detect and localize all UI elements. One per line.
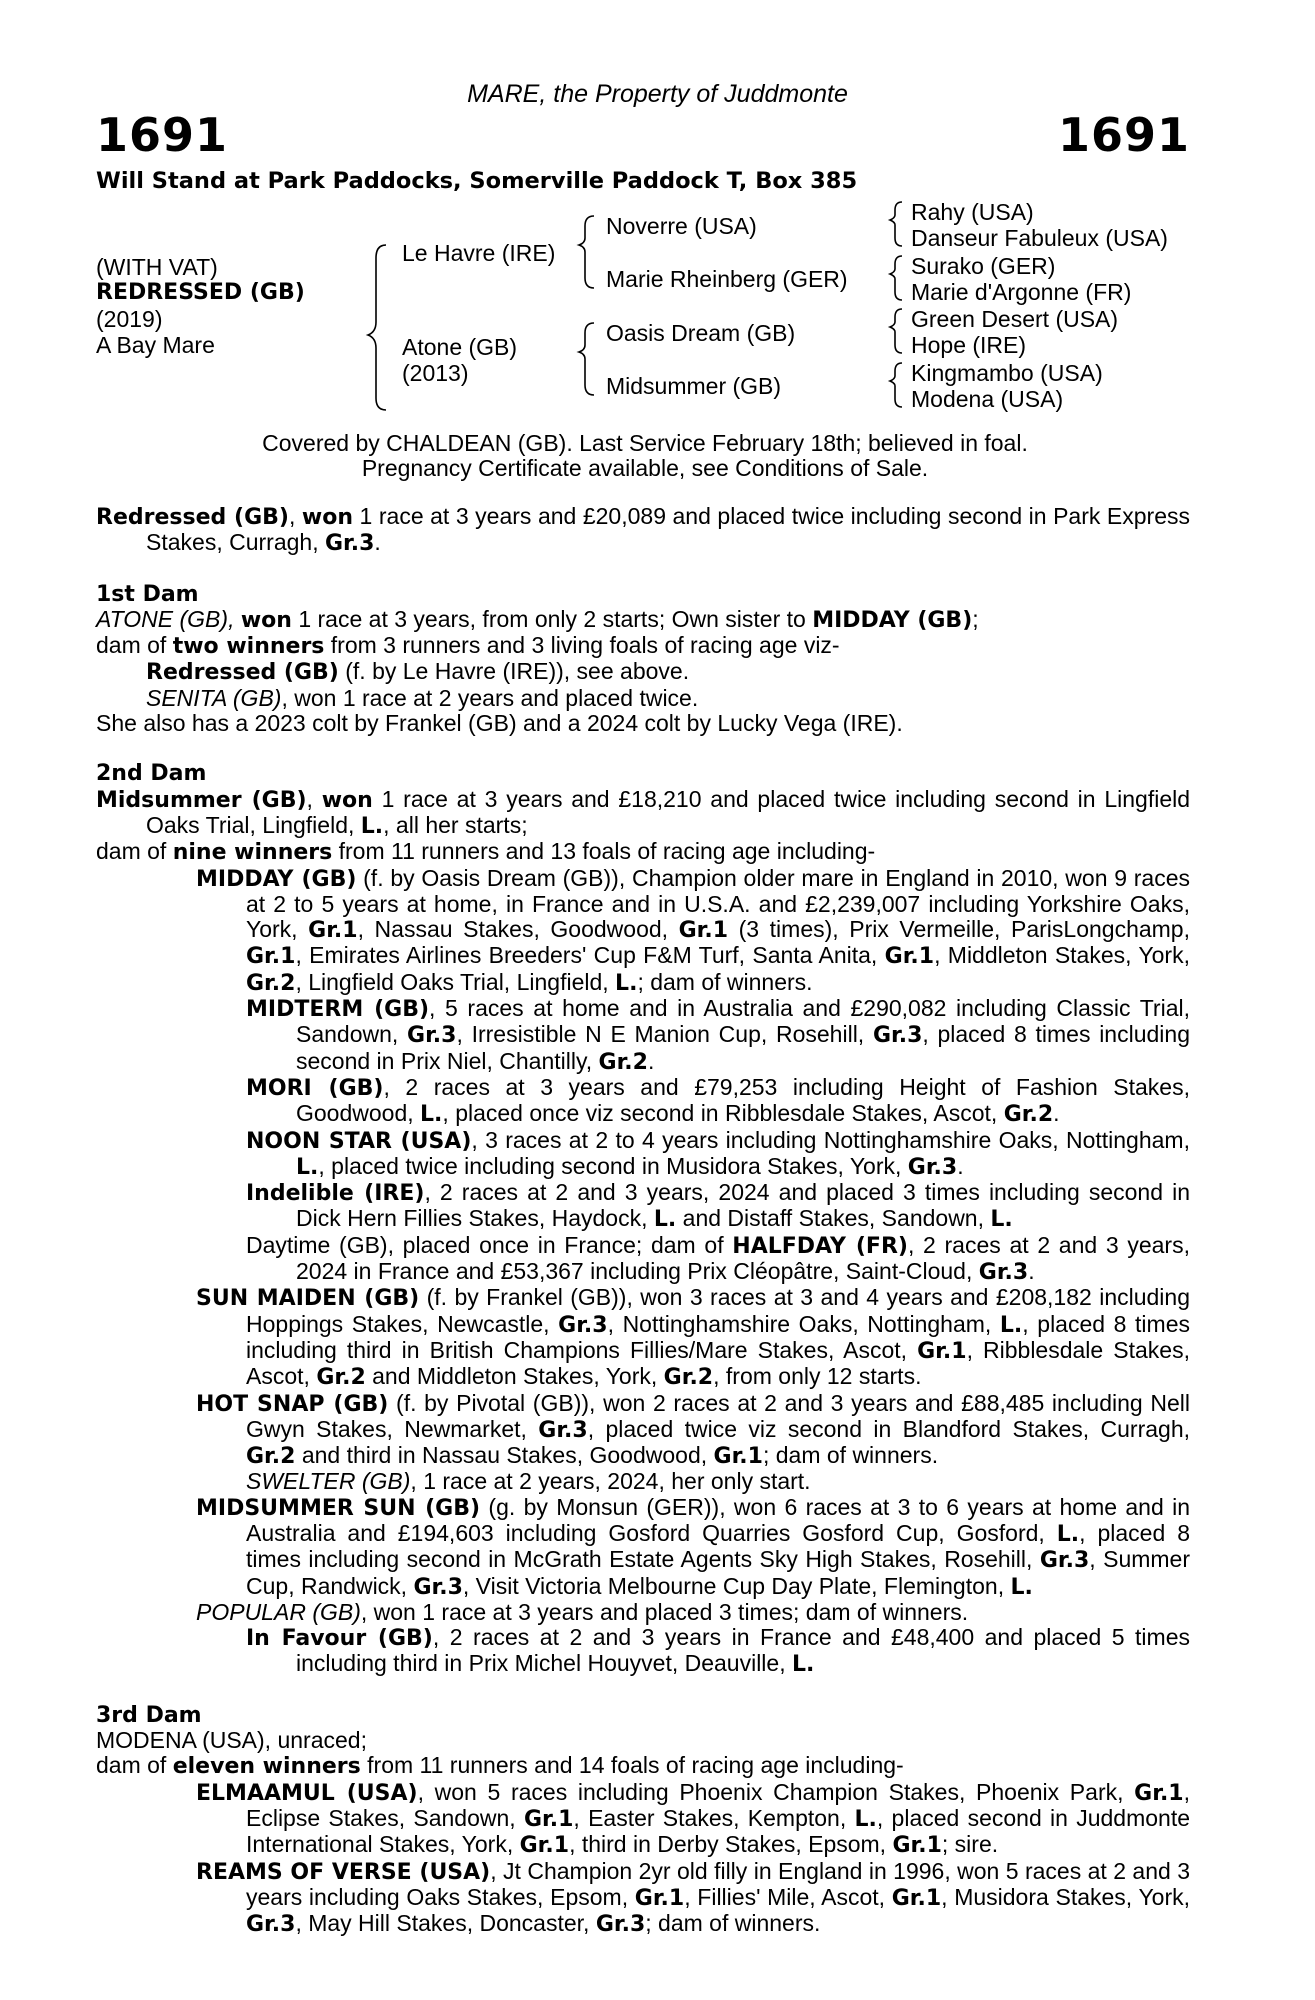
lot-subtitle: MARE, the Property of Juddmonte bbox=[467, 80, 848, 108]
entry-midterm: MIDTERM (GB), 5 races at home and in Australia and £290,082 including Classic Trial, Sandown, Gr.3, Irresistible N E Manion Cup, Rosehill, Gr.3, placed 8 times including second in Prix Niel, Chantilly, Gr.2. bbox=[246, 995, 1190, 1075]
ds-dam: Hope (IRE) bbox=[911, 332, 1027, 358]
dam1-record: ATONE (GB), won 1 race at 3 years, from only 2 starts; Own sister to MIDDAY (GB); bbox=[96, 605, 979, 633]
dd-sire: Kingmambo (USA) bbox=[911, 360, 1103, 386]
dd-dam: Modena (USA) bbox=[911, 386, 1064, 412]
horse-year: (2019) bbox=[96, 306, 163, 332]
ss-sire: Rahy (USA) bbox=[911, 199, 1034, 225]
entry-daytime: Daytime (GB), placed once in France; dam of HALFDAY (FR), 2 races at 2 and 3 years, 2024 in France and £53,367 including Prix Cléopâtre, Saint-Cloud, Gr.3. bbox=[246, 1231, 1190, 1286]
dam2-heading: 2nd Dam bbox=[96, 761, 207, 787]
dam: Atone (GB) bbox=[402, 334, 518, 360]
bracket-ds bbox=[890, 309, 902, 353]
entry-midday: MIDDAY (GB) (f. by Oasis Dream (GB)), Champion older mare in England in 2010, won 9 races at 2 to 5 years at home, in France and in U.S.A. and £2,239,007 including Yorkshire Oaks, York, Gr.1, Nassau Stakes, Goodwood, Gr.1 (3 times), Prix Vermeille, ParisLongchamp, Gr.1, Emirates Airlines Breeders' Cup F&M Turf, Santa Anita, Gr.1, Middleton Stakes, York, Gr.2, Lingfield Oaks Trial, Lingfield, L.; dam of winners. bbox=[196, 864, 1190, 996]
entry-noon-star: NOON STAR (USA), 3 races at 2 to 4 years including Nottinghamshire Oaks, Nottingham, L., placed twice including second in Musidora Stakes, York, Gr.3. bbox=[246, 1126, 1190, 1180]
bracket-sire bbox=[579, 216, 594, 288]
catalogue-body bbox=[96, 504, 1190, 1937]
sd-dam: Marie d'Argonne (FR) bbox=[911, 279, 1132, 305]
lot-number-right: 1691 bbox=[1057, 108, 1190, 162]
dam2-produce: dam of nine winners from 11 runners and 13 foals of racing age including- bbox=[96, 838, 876, 866]
horse-name: REDRESSED (GB) bbox=[96, 280, 305, 305]
entry-indelible: Indelible (IRE), 2 races at 2 and 3 years, 2024 and placed 3 times including second in Dick Hern Fillies Stakes, Haydock, L. and Distaff Stakes, Sandown, L. bbox=[246, 1179, 1190, 1233]
vat-note: (WITH VAT) bbox=[96, 254, 218, 280]
bracket-sd bbox=[890, 256, 902, 300]
lot-number-left: 1691 bbox=[96, 108, 229, 162]
dam1-produce: dam of two winners from 3 runners and 3 living foals of racing age viz- bbox=[96, 632, 840, 660]
bracket-dam bbox=[579, 323, 594, 395]
dam3-heading: 3rd Dam bbox=[96, 1702, 202, 1728]
entry-midsummer-sun: MIDSUMMER SUN (GB) (g. by Monsun (GER)), won 6 races at 3 to 6 years at home and in Australia and £194,603 including Gosford Quarries Gosford Cup, Gosford, L., placed 8 times including second in McGrath Estate Agents Sky High Stakes, Rosehill, Gr.3, Summer Cup, Randwick, Gr.3, Visit Victoria Melbourne Cup Day Plate, Flemington, L. bbox=[196, 1493, 1191, 1600]
entry-popular: POPULAR (GB), won 1 race at 3 years and placed 3 times; dam of winners. bbox=[196, 1598, 969, 1625]
dam-sire: Oasis Dream (GB) bbox=[606, 320, 796, 346]
ss-dam: Danseur Fabuleux (USA) bbox=[911, 225, 1168, 251]
horse-description: A Bay Mare bbox=[96, 332, 215, 358]
dam3-record: MODENA (USA), unraced; bbox=[96, 1727, 367, 1754]
dam-dam: Midsummer (GB) bbox=[606, 373, 782, 399]
ds-sire: Green Desert (USA) bbox=[911, 306, 1119, 332]
bracket-dd bbox=[890, 363, 902, 407]
dam3-produce: dam of eleven winners from 11 runners and 14 foals of racing age including- bbox=[96, 1752, 904, 1780]
entry-reams-of-verse: REAMS OF VERSE (USA), Jt Champion 2yr old filly in England in 1996, won 5 races at 2 and 3 years including Oaks Stakes, Epsom, Gr.1, Fillies' Mile, Ascot, Gr.1, Musidora Stakes, York, Gr.3, May Hill Stakes, Doncaster, Gr.3; dam of winners. bbox=[196, 1857, 1191, 1938]
stand-location: Will Stand at Park Paddocks, Somerville Paddock T, Box 385 bbox=[96, 168, 858, 194]
horse-name-bold: Redressed (GB) bbox=[96, 505, 289, 530]
entry-mori: MORI (GB), 2 races at 3 years and £79,253 including Height of Fashion Stakes, Goodwood, L., placed once viz second in Ribblesdale Stakes, Ascot, Gr.2. bbox=[246, 1073, 1190, 1128]
intro-paragraph: Redressed (GB), won 1 race at 3 years and £20,089 and placed twice including second in Park Express Stakes, Curragh, Gr.3. bbox=[96, 503, 1190, 557]
dam1-young-stock: She also has a 2023 colt by Frankel (GB) and a 2024 colt by Lucky Vega (IRE). bbox=[96, 710, 903, 737]
entry-swelter: SWELTER (GB), 1 race at 2 years, 2024, her only start. bbox=[246, 1468, 811, 1495]
sire-dam: Marie Rheinberg (GER) bbox=[606, 266, 848, 292]
pedigree-brackets bbox=[0, 0, 1315, 420]
entry-elmaamul: ELMAAMUL (USA), won 5 races including Phoenix Champion Stakes, Phoenix Park, Gr.1, Eclipse Stakes, Sandown, Gr.1, Easter Stakes, Kempton, L., placed second in Juddmonte International Stakes, York, Gr.1, third in Derby Stakes, Epsom, Gr.1; sire. bbox=[196, 1778, 1190, 1859]
sire: Le Havre (IRE) bbox=[402, 240, 556, 266]
dam1-heading: 1st Dam bbox=[96, 581, 199, 607]
entry-in-favour: In Favour (GB), 2 races at 2 and 3 years in France and £48,400 and placed 5 times including third in Prix Michel Houyvet, Deauville, L. bbox=[246, 1624, 1190, 1678]
entry-sun-maiden: SUN MAIDEN (GB) (f. by Frankel (GB)), won 3 races at 3 and 4 years and £208,182 including Hoppings Stakes, Newcastle, Gr.3, Nottinghamshire Oaks, Nottingham, L., placed 8 times including third in British Champions Fillies/Mare Stakes, Ascot, Gr.1, Ribblesdale Stakes, Ascot, Gr.2 and Middleton Stakes, York, Gr.2, from only 12 starts. bbox=[196, 1284, 1191, 1391]
entry-hot-snap: HOT SNAP (GB) (f. by Pivotal (GB)), won 2 races at 2 and 3 years and £88,485 including Nell Gwyn Stakes, Newmarket, Gr.3, placed twice viz second in Blandford Stakes, Curragh, Gr.2 and third in Nassau Stakes, Goodwood, Gr.1; dam of winners. bbox=[196, 1389, 1191, 1470]
bracket-ss bbox=[890, 202, 902, 246]
dam2-record: Midsummer (GB), won 1 race at 3 years and £18,210 and placed twice including second in Lingfield Oaks Trial, Lingfield, L., all her starts; bbox=[96, 785, 1191, 839]
bracket-main bbox=[368, 245, 386, 410]
dam1-foal-redressed: Redressed (GB) (f. by Le Havre (IRE)), see above. bbox=[146, 658, 690, 686]
sd-sire: Surako (GER) bbox=[911, 253, 1056, 279]
dam1-foal-senita: SENITA (GB), won 1 race at 2 years and placed twice. bbox=[146, 684, 699, 711]
covered-by-line: Covered by CHALDEAN (GB). Last Service February 18th; believed in foal. bbox=[262, 430, 1028, 456]
pregnancy-note: Pregnancy Certificate available, see Conditions of Sale. bbox=[361, 455, 929, 481]
sire-sire: Noverre (USA) bbox=[606, 213, 757, 239]
dam-year: (2013) bbox=[402, 360, 469, 386]
